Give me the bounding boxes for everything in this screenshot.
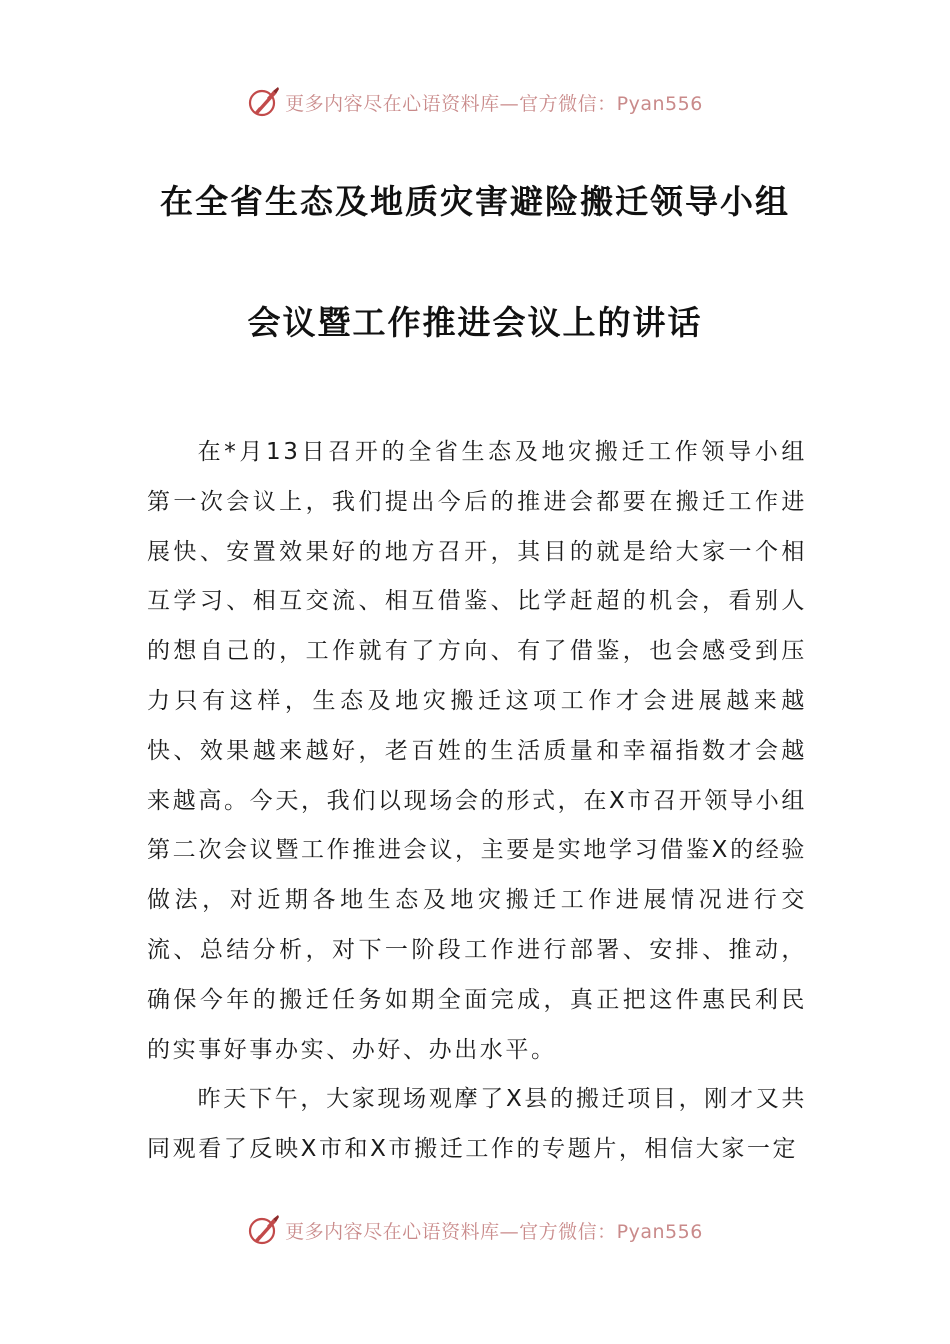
quill-pen-icon [247, 1213, 281, 1247]
footer-watermark [0, 1210, 950, 1250]
quill-pen-icon [247, 85, 281, 119]
watermark-label: 更多内容尽在心语资料库—官方微信：Pyan556 [285, 92, 703, 115]
paragraph: 在*月13日召开的全省生态及地灾搬迁工作领导小组第一次会议上，我们提出今后的推进会都要在搬迁工作进展快、安置效果好的地方召开，其目的就是给大家一个相互学习、相互交流、相互借鉴、比学赶超的机会，看别人的想自己的，工作就有了方向、有了借鉴，也会感受到压力只有这样，生态及地灾搬迁这项工作才会进展越来越快、效果越来越好，老百姓的生活质量和幸福指数才会越来越高。今天，我们以现场会的形式，在X市召开领导小组第二次会议暨工作推进会议，主要是实地学习借鉴X的经验做法，对近期各地生态及地灾搬迁工作进展情况进行交流、总结分析，对下一阶段工作进行部署、安排、推动，确保今年的搬迁任务如期全面完成，真正把这件惠民利民的实事好事办实、办好、办出水平。 [147, 439, 807, 1063]
header-watermark [0, 82, 950, 122]
document-title-line-1: 在全省生态及地质灾害避险搬迁领导小组 [160, 182, 790, 221]
paragraph: 昨天下午，大家现场观摩了X县的搬迁项目，刚才又共同观看了反映X市和X市搬迁工作的专题片，相信大家一定 [147, 1086, 807, 1163]
document-title-line-2: 会议暨工作推进会议上的讲话 [247, 303, 703, 342]
watermark-label: 更多内容尽在心语资料库—官方微信：Pyan556 [285, 1220, 703, 1243]
document-body [147, 428, 807, 1175]
